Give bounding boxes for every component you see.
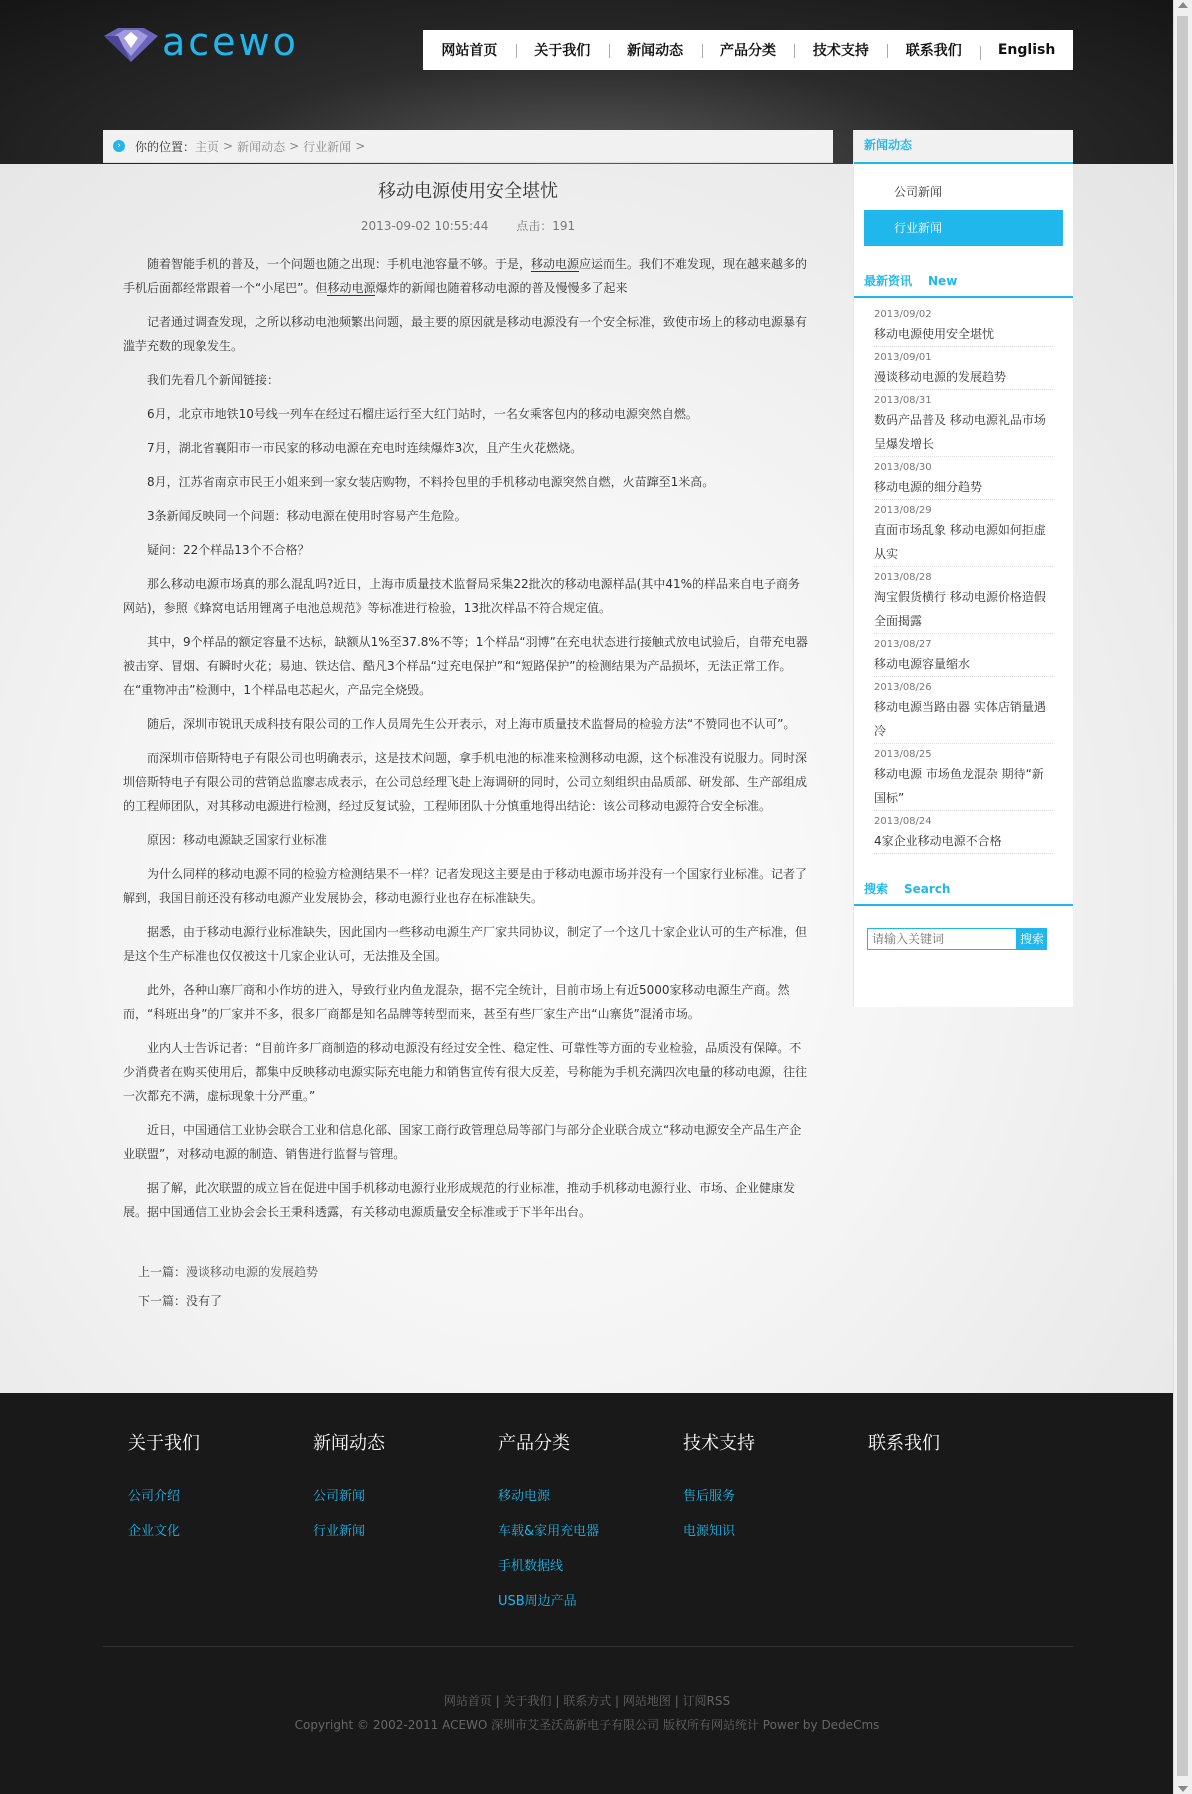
footer-link[interactable]: 移动电源	[498, 1489, 551, 1504]
nav-news[interactable]: 新闻动态	[609, 40, 702, 60]
article-paragraph: 6月，北京市地铁10号线一列车在经过石榴庄运行至大红门站时，一名女乘客包内的移动电源突然自燃。	[147, 407, 698, 421]
breadcrumb-news[interactable]: 新闻动态	[237, 139, 286, 154]
article-meta	[103, 217, 833, 234]
news-title[interactable]: 移动电源当路由器 实体店销量遇冷	[874, 700, 1046, 738]
window-scrollbar[interactable]	[1173, 0, 1192, 1794]
scroll-up-icon[interactable]	[1178, 2, 1188, 8]
search-title	[854, 874, 1073, 906]
news-title[interactable]: 漫谈移动电源的发展趋势	[874, 370, 1007, 384]
list-item[interactable]	[874, 811, 1053, 854]
footer-col-contact	[868, 1429, 1053, 1619]
main-nav	[423, 30, 1073, 70]
logo[interactable]	[104, 20, 380, 66]
next-article-text: 没有了	[186, 1294, 223, 1308]
news-date: 2013/09/01	[874, 352, 932, 363]
article-date: 2013-09-02 10:55:44	[360, 219, 489, 233]
article-title: 移动电源使用安全堪忧	[378, 181, 558, 202]
footer-link[interactable]: 公司介绍	[128, 1489, 181, 1504]
breadcrumb-home[interactable]: 主页	[195, 139, 220, 154]
footer-link[interactable]: USB周边产品	[498, 1594, 577, 1609]
article-paragraph: 其中，9个样品的额定容量不达标，缺额从1%至37.8%不等；1个样品“羽博”在充电状态进行接触式放电试验后，自带充电器被击穿、冒烟、有瞬时火花；易迪、铁达信、酷凡3个样品“过充电保护”和“短路保护”的检测结果为产品损坏，无法正常工作。在“重物冲击”检测中，1个样品电芯起火，产品完全烧毁。	[123, 635, 808, 697]
news-title[interactable]: 淘宝假货横行 移动电源价格造假全面揭露	[874, 590, 1046, 628]
list-item[interactable]	[874, 390, 1053, 457]
list-item[interactable]	[874, 500, 1053, 567]
sidebar-section-title: 新闻动态	[854, 130, 1073, 164]
latest-news-title	[854, 266, 1073, 298]
next-article	[138, 1287, 833, 1316]
breadcrumb-separator: >	[223, 139, 234, 153]
sidebar-item-industry-news[interactable]: 行业新闻	[864, 210, 1063, 246]
paragraph-text: 应运而生。我们不难发现，现在越来越多的手机后面都经常跟着一个“小尾巴”。但	[123, 257, 808, 295]
news-date: 2013/08/29	[874, 505, 932, 516]
breadcrumb-industry-news[interactable]: 行业新闻	[303, 139, 352, 154]
footer-heading[interactable]: 关于我们	[128, 1433, 200, 1454]
search-title-cn: 搜索	[864, 882, 889, 896]
article-paragraph: 而深圳市倍斯特电子有限公司也明确表示，这是技术问题，拿手机电池的标准来检测移动电源，这个标准没有说服力。同时深圳倍斯特电子有限公司的营销总监廖志成表示，在公司总经理飞赴上海调研的同时，公司立刻组织由品质部、研发部、生产部组成的工程师团队，对其移动电源进行检测，经过反复试验，工程师团队十分慎重地得出结论：该公司移动电源符合安全标准。	[123, 751, 808, 813]
latest-news-title-en: New	[928, 274, 958, 288]
news-title[interactable]: 移动电源的细分趋势	[874, 480, 983, 494]
news-title[interactable]: 4家企业移动电源不合格	[874, 834, 1002, 848]
news-title[interactable]: 移动电源使用安全堪忧	[874, 327, 995, 341]
article-paragraph: 随后，深圳市锐讯天成科技有限公司的工作人员周先生公开表示，对上海市质量技术监督局的检验方法“不赞同也不认可”。	[147, 717, 796, 731]
article-paragraph: 据了解，此次联盟的成立旨在促进中国手机移动电源行业形成规范的行业标准，推动手机移动电源行业、市场、企业健康发展。据中国通信工业协会会长王秉科透露，有关移动电源质量安全标准或于下半年出台。	[123, 1181, 796, 1219]
news-date: 2013/08/26	[874, 682, 932, 693]
article-paragraph: 原因：移动电源缺乏国家行业标准	[147, 833, 328, 847]
footer-col-support	[683, 1429, 868, 1619]
list-item[interactable]	[874, 304, 1053, 347]
footer-link[interactable]: 公司新闻	[313, 1489, 366, 1504]
next-label: 下一篇：	[138, 1294, 187, 1308]
news-date: 2013/08/30	[874, 462, 932, 473]
footer-link[interactable]: 售后服务	[683, 1489, 736, 1504]
news-title[interactable]: 直面市场乱象 移动电源如何拒虚从实	[874, 523, 1046, 561]
sidebar-item-company-news[interactable]: 公司新闻	[894, 185, 943, 199]
sidebar-sub-nav	[854, 164, 1073, 246]
prev-article	[138, 1258, 833, 1287]
footer-heading[interactable]: 联系我们	[868, 1433, 940, 1454]
list-item[interactable]	[874, 744, 1053, 811]
footer-heading[interactable]: 新闻动态	[313, 1433, 385, 1454]
scroll-down-icon[interactable]	[1178, 1786, 1188, 1792]
article-body	[103, 252, 833, 1224]
footer-link[interactable]: 行业新闻	[313, 1524, 366, 1539]
article-paragraph: 近日，中国通信工业协会联合工业和信息化部、国家工商行政管理总局等部门与部分企业联合成立“移动电源安全产品生产企业联盟”，对移动电源的制造、销售进行监督与管理。	[123, 1123, 802, 1161]
news-title[interactable]: 数码产品普及 移动电源礼品市场呈爆发增长	[874, 413, 1046, 451]
article-paragraph: 疑问：22个样品13个不合格？	[147, 543, 310, 557]
news-title[interactable]: 移动电源 市场鱼龙混杂 期待“新国标”	[874, 767, 1044, 805]
article-clicks: 点击：191	[516, 219, 576, 233]
breadcrumb-separator: >	[289, 139, 300, 153]
breadcrumb	[103, 130, 833, 163]
news-date: 2013/08/28	[874, 572, 932, 583]
news-date: 2013/08/31	[874, 395, 932, 406]
footer-link[interactable]: 车载&家用充电器	[498, 1524, 600, 1539]
keyword-link[interactable]: 移动电源	[327, 281, 376, 295]
list-item[interactable]	[874, 677, 1053, 744]
footer-link[interactable]: 手机数据线	[498, 1559, 564, 1574]
article-paragraph: 3条新闻反映同一个问题：移动电源在使用时容易产生危险。	[147, 509, 467, 523]
footer-bottom	[0, 1689, 1174, 1737]
footer-heading[interactable]: 产品分类	[498, 1433, 570, 1454]
footer-divider	[103, 1646, 1073, 1647]
news-date: 2013/08/25	[874, 749, 932, 760]
search-form	[867, 928, 1073, 950]
footer-link[interactable]: 企业文化	[128, 1524, 181, 1539]
footer-col-products	[498, 1429, 683, 1619]
location-arrow-icon: ›	[113, 140, 125, 152]
footer-col-news	[313, 1429, 498, 1619]
nav-home[interactable]: 网站首页	[441, 43, 498, 59]
article-paragraph: 为什么同样的移动电源不同的检验方检测结果不一样？记者发现这主要是由于移动电源市场并没有一个国家行业标准。记者了解到，我国目前还没有移动电源产业发展协会，移动电源行业也存在标准缺失。	[123, 867, 808, 905]
paragraph-text: 随着智能手机的普及，一个问题也随之出现：手机电池容量不够。于是，	[147, 257, 532, 271]
breadcrumb-separator: >	[355, 139, 366, 153]
main-area	[0, 138, 1174, 1393]
prev-article-link[interactable]: 漫谈移动电源的发展趋势	[186, 1265, 319, 1279]
nav-products[interactable]: 产品分类	[702, 40, 795, 60]
scrollbar-thumb[interactable]	[1177, 16, 1188, 1776]
site-footer	[0, 1393, 1174, 1794]
prev-next-nav	[103, 1258, 833, 1316]
article-paragraph	[123, 252, 811, 300]
footer-col-about	[128, 1429, 313, 1619]
article-paragraph: 记者通过调查发现，之所以移动电池频繁出问题，最主要的原因就是移动电源没有一个安全标准，致使市场上的移动电源暴有滥芋充数的现象发生。	[123, 315, 808, 353]
nav-contact[interactable]: 联系我们	[887, 40, 980, 60]
article-paragraph: 7月，湖北省襄阳市一市民家的移动电源在充电时连续爆炸3次，且产生火花燃烧。	[147, 441, 583, 455]
nav-support[interactable]: 技术支持	[794, 40, 887, 60]
logo-text: acewo	[162, 20, 299, 64]
footer-link[interactable]: 电源知识	[683, 1524, 736, 1539]
article-paragraph: 那么移动电源市场真的那么混乱吗?近日，上海市质量技术监督局采集22批次的移动电源样品(其中41%的样品来自电子商务网站)，参照《蜂窝电话用锂离子电池总规范》等标准进行检验，13批次样品不符合规定值。	[123, 577, 800, 615]
list-item[interactable]	[874, 457, 1053, 500]
latest-news-title-cn: 最新资讯	[864, 274, 913, 288]
footer-columns	[128, 1429, 1053, 1619]
list-item[interactable]	[874, 634, 1053, 677]
footer-heading[interactable]: 技术支持	[683, 1433, 755, 1454]
latest-news-list	[854, 298, 1073, 854]
list-item[interactable]	[874, 567, 1053, 634]
breadcrumb-prefix: 你的位置：	[135, 139, 196, 154]
list-item[interactable]	[874, 347, 1053, 390]
article-paragraph: 此外，各种山寨厂商和小作坊的进入，导致行业内鱼龙混杂，据不完全统计，目前市场上有近5000家移动电源生产商。然而，“科班出身”的厂家并不多，很多厂商都是知名品牌等转型而来，甚至有些厂家生产出“山寨货”混淆市场。	[123, 983, 790, 1021]
news-date: 2013/09/02	[874, 309, 932, 320]
copyright: Copyright © 2002-2011 ACEWO 深圳市艾圣沃高新电子有限公司 版权所有网站统计 Power by DedeCms	[294, 1718, 880, 1732]
nav-about[interactable]: 关于我们	[516, 40, 609, 60]
sidebar	[853, 130, 1073, 1007]
content-column	[103, 130, 833, 1316]
prev-label: 上一篇：	[138, 1265, 187, 1279]
paragraph-text: 爆炸的新闻也随着移动电源的普及慢慢多了起来	[375, 281, 628, 295]
news-title[interactable]: 移动电源容量缩水	[874, 657, 971, 671]
article-paragraph: 业内人士告诉记者：“目前许多厂商制造的移动电源没有经过安全性、稳定性、可靠性等方面的专业检验，品质没有保障。不少消费者在购买使用后，都集中反映移动电源实际充电能力和销售宣传有很大反差，号称能为手机充满四次电量的移动电源，往往一次都充不满，虚标现象十分严重。”	[123, 1041, 808, 1103]
keyword-link[interactable]: 移动电源	[531, 257, 580, 271]
article-paragraph: 我们先看几个新闻链接：	[147, 373, 280, 387]
nav-english[interactable]: English	[980, 42, 1073, 58]
news-date: 2013/08/24	[874, 816, 932, 827]
search-title-en: Search	[904, 882, 951, 896]
article-paragraph: 据悉，由于移动电源行业标准缺失，因此国内一些移动电源生产厂家共同协议，制定了一个这几十家企业认可的生产标准，但是这个生产标准也仅仅被这十几家企业认可，无法推及全国。	[123, 925, 808, 963]
search-input[interactable]	[867, 928, 1017, 950]
logo-diamond-icon	[104, 26, 158, 62]
search-button[interactable]: 搜索	[1017, 928, 1047, 950]
footer-bottom-links[interactable]: 网站首页 | 关于我们 | 联系方式 | 网站地图 | 订阅RSS	[443, 1694, 731, 1708]
article-paragraph: 8月，江苏省南京市民王小姐来到一家女装店购物，不料拎包里的手机移动电源突然自燃，火苗蹿至1米高。	[147, 475, 715, 489]
news-date: 2013/08/27	[874, 639, 932, 650]
